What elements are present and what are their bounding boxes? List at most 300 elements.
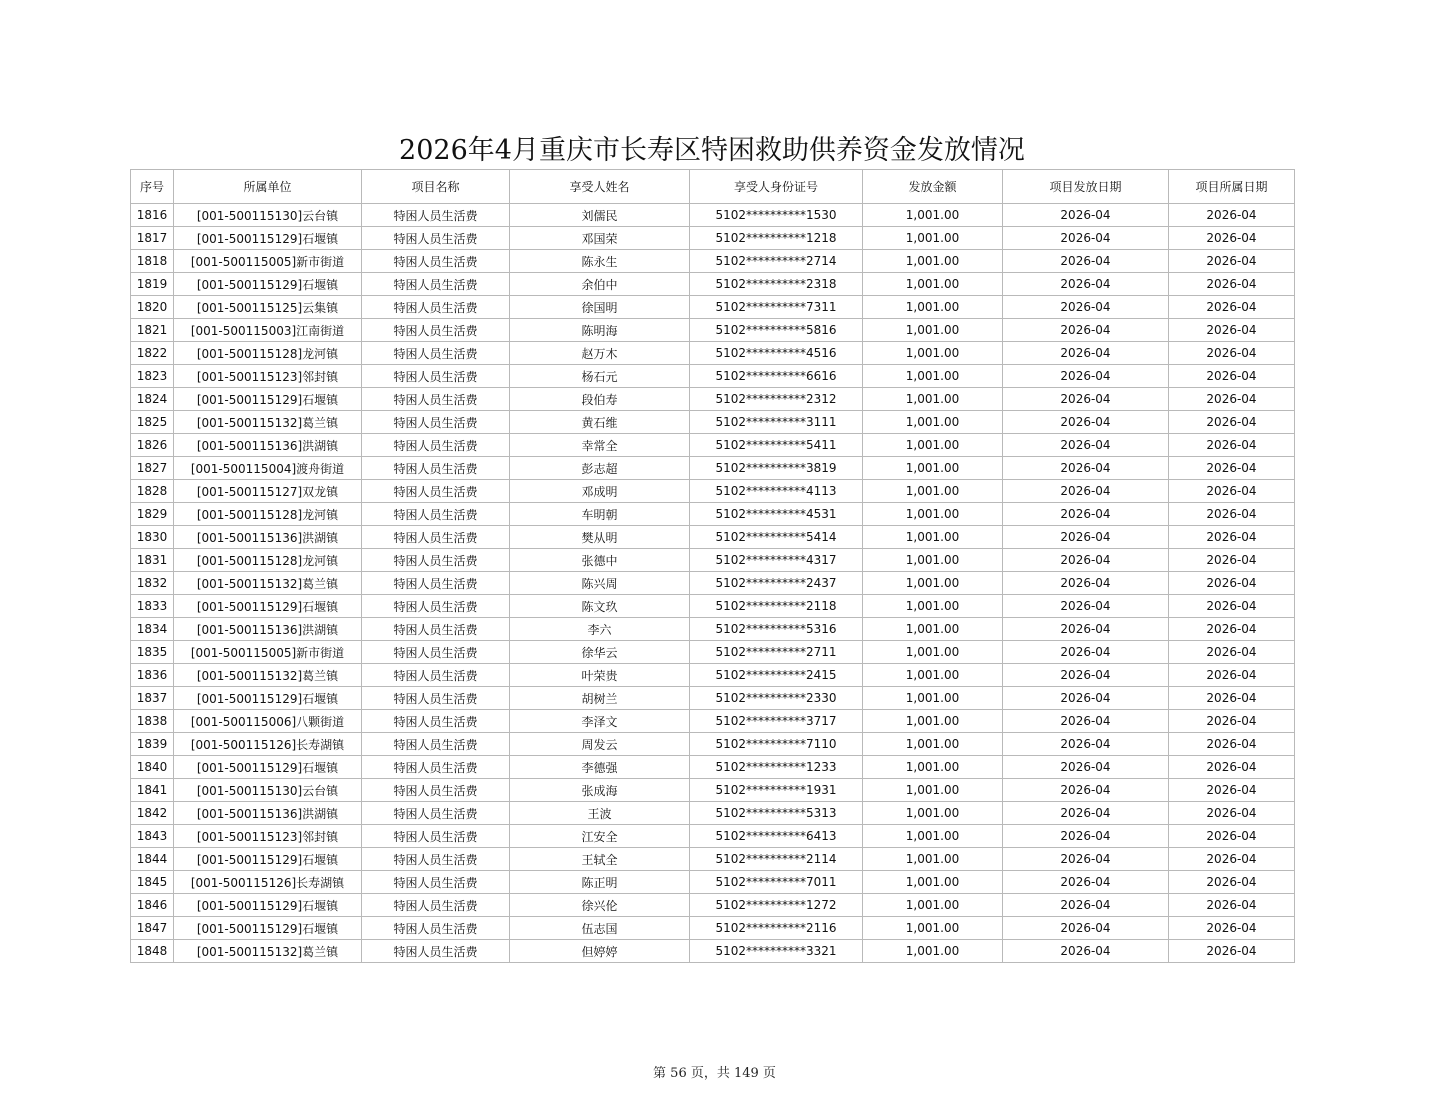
cell-period: 2026-04 — [1169, 802, 1295, 825]
cell-amount: 1,001.00 — [863, 273, 1003, 296]
cell-project: 特困人员生活费 — [362, 503, 510, 526]
cell-amount: 1,001.00 — [863, 940, 1003, 963]
cell-project: 特困人员生活费 — [362, 917, 510, 940]
cell-index: 1823 — [131, 365, 174, 388]
cell-id-number: 5102**********5414 — [690, 526, 863, 549]
cell-unit: [001-500115130]云台镇 — [174, 204, 362, 227]
cell-index: 1821 — [131, 319, 174, 342]
cell-amount: 1,001.00 — [863, 388, 1003, 411]
cell-unit: [001-500115136]洪湖镇 — [174, 434, 362, 457]
cell-unit: [001-500115129]石堰镇 — [174, 595, 362, 618]
table-row — [131, 549, 1295, 572]
cell-issue-date: 2026-04 — [1003, 687, 1169, 710]
col-header-issue-date: 项目发放日期 — [1003, 170, 1169, 204]
cell-index: 1816 — [131, 204, 174, 227]
cell-index: 1837 — [131, 687, 174, 710]
cell-issue-date: 2026-04 — [1003, 825, 1169, 848]
table-row — [131, 733, 1295, 756]
cell-issue-date: 2026-04 — [1003, 549, 1169, 572]
cell-id-number: 5102**********5411 — [690, 434, 863, 457]
cell-project: 特困人员生活费 — [362, 894, 510, 917]
cell-amount: 1,001.00 — [863, 572, 1003, 595]
cell-index: 1830 — [131, 526, 174, 549]
cell-issue-date: 2026-04 — [1003, 388, 1169, 411]
cell-unit: [001-500115003]江南街道 — [174, 319, 362, 342]
cell-project: 特困人员生活费 — [362, 779, 510, 802]
table-row — [131, 503, 1295, 526]
cell-name: 段伯寿 — [510, 388, 690, 411]
page-title: 2026年4月重庆市长寿区特困救助供养资金发放情况 — [399, 135, 1025, 166]
cell-name: 杨石元 — [510, 365, 690, 388]
cell-unit: [001-500115136]洪湖镇 — [174, 618, 362, 641]
cell-unit: [001-500115126]长寿湖镇 — [174, 871, 362, 894]
table-row — [131, 848, 1295, 871]
cell-project: 特困人员生活费 — [362, 227, 510, 250]
cell-name: 陈正明 — [510, 871, 690, 894]
cell-name: 陈文玖 — [510, 595, 690, 618]
cell-index: 1819 — [131, 273, 174, 296]
table-row — [131, 641, 1295, 664]
cell-unit: [001-500115123]邻封镇 — [174, 365, 362, 388]
cell-issue-date: 2026-04 — [1003, 503, 1169, 526]
cell-index: 1817 — [131, 227, 174, 250]
col-header-unit: 所属单位 — [174, 170, 362, 204]
table-row — [131, 756, 1295, 779]
cell-issue-date: 2026-04 — [1003, 526, 1169, 549]
cell-amount: 1,001.00 — [863, 595, 1003, 618]
cell-project: 特困人员生活费 — [362, 319, 510, 342]
cell-project: 特困人员生活费 — [362, 342, 510, 365]
cell-name: 樊从明 — [510, 526, 690, 549]
cell-index: 1848 — [131, 940, 174, 963]
cell-index: 1844 — [131, 848, 174, 871]
cell-id-number: 5102**********4113 — [690, 480, 863, 503]
cell-name: 徐国明 — [510, 296, 690, 319]
cell-unit: [001-500115128]龙河镇 — [174, 342, 362, 365]
cell-period: 2026-04 — [1169, 342, 1295, 365]
table-row — [131, 434, 1295, 457]
cell-issue-date: 2026-04 — [1003, 664, 1169, 687]
cell-name: 徐兴伦 — [510, 894, 690, 917]
cell-amount: 1,001.00 — [863, 917, 1003, 940]
cell-amount: 1,001.00 — [863, 710, 1003, 733]
cell-amount: 1,001.00 — [863, 227, 1003, 250]
cell-name: 伍志国 — [510, 917, 690, 940]
cell-project: 特困人员生活费 — [362, 618, 510, 641]
cell-amount: 1,001.00 — [863, 526, 1003, 549]
cell-issue-date: 2026-04 — [1003, 871, 1169, 894]
table-row — [131, 595, 1295, 618]
cell-name: 王轼全 — [510, 848, 690, 871]
cell-unit: [001-500115128]龙河镇 — [174, 503, 362, 526]
cell-id-number: 5102**********6413 — [690, 825, 863, 848]
cell-project: 特困人员生活费 — [362, 273, 510, 296]
cell-project: 特困人员生活费 — [362, 388, 510, 411]
table-row — [131, 825, 1295, 848]
table-row — [131, 940, 1295, 963]
cell-period: 2026-04 — [1169, 687, 1295, 710]
table-row — [131, 204, 1295, 227]
cell-index: 1828 — [131, 480, 174, 503]
table-row — [131, 572, 1295, 595]
col-header-id-number: 享受人身份证号 — [690, 170, 863, 204]
cell-index: 1820 — [131, 296, 174, 319]
cell-period: 2026-04 — [1169, 296, 1295, 319]
cell-issue-date: 2026-04 — [1003, 319, 1169, 342]
cell-project: 特困人员生活费 — [362, 756, 510, 779]
cell-issue-date: 2026-04 — [1003, 710, 1169, 733]
cell-project: 特困人员生活费 — [362, 480, 510, 503]
cell-amount: 1,001.00 — [863, 825, 1003, 848]
cell-unit: [001-500115136]洪湖镇 — [174, 802, 362, 825]
cell-period: 2026-04 — [1169, 273, 1295, 296]
cell-index: 1843 — [131, 825, 174, 848]
cell-amount: 1,001.00 — [863, 296, 1003, 319]
cell-name: 李六 — [510, 618, 690, 641]
cell-amount: 1,001.00 — [863, 664, 1003, 687]
cell-unit: [001-500115129]石堰镇 — [174, 848, 362, 871]
cell-unit: [001-500115006]八颗街道 — [174, 710, 362, 733]
cell-index: 1842 — [131, 802, 174, 825]
cell-period: 2026-04 — [1169, 894, 1295, 917]
cell-project: 特困人员生活费 — [362, 411, 510, 434]
cell-name: 江安全 — [510, 825, 690, 848]
cell-unit: [001-500115132]葛兰镇 — [174, 572, 362, 595]
table-row — [131, 618, 1295, 641]
cell-period: 2026-04 — [1169, 319, 1295, 342]
cell-amount: 1,001.00 — [863, 848, 1003, 871]
col-header-period: 项目所属日期 — [1169, 170, 1295, 204]
cell-period: 2026-04 — [1169, 227, 1295, 250]
cell-amount: 1,001.00 — [863, 756, 1003, 779]
cell-index: 1829 — [131, 503, 174, 526]
table-row — [131, 273, 1295, 296]
table-row — [131, 480, 1295, 503]
cell-project: 特困人员生活费 — [362, 434, 510, 457]
cell-name: 张德中 — [510, 549, 690, 572]
table-row — [131, 411, 1295, 434]
cell-project: 特困人员生活费 — [362, 687, 510, 710]
cell-project: 特困人员生活费 — [362, 365, 510, 388]
cell-issue-date: 2026-04 — [1003, 733, 1169, 756]
table-row — [131, 802, 1295, 825]
cell-amount: 1,001.00 — [863, 641, 1003, 664]
cell-period: 2026-04 — [1169, 365, 1295, 388]
cell-project: 特困人员生活费 — [362, 733, 510, 756]
col-header-index: 序号 — [131, 170, 174, 204]
cell-name: 但婷婷 — [510, 940, 690, 963]
cell-unit: [001-500115129]石堰镇 — [174, 894, 362, 917]
cell-index: 1824 — [131, 388, 174, 411]
cell-id-number: 5102**********3717 — [690, 710, 863, 733]
cell-unit: [001-500115132]葛兰镇 — [174, 411, 362, 434]
cell-project: 特困人员生活费 — [362, 457, 510, 480]
cell-amount: 1,001.00 — [863, 434, 1003, 457]
cell-unit: [001-500115129]石堰镇 — [174, 273, 362, 296]
cell-project: 特困人员生活费 — [362, 296, 510, 319]
cell-id-number: 5102**********3819 — [690, 457, 863, 480]
table-row — [131, 227, 1295, 250]
cell-id-number: 5102**********4516 — [690, 342, 863, 365]
cell-name: 邓国荣 — [510, 227, 690, 250]
cell-project: 特困人员生活费 — [362, 802, 510, 825]
cell-project: 特困人员生活费 — [362, 572, 510, 595]
cell-issue-date: 2026-04 — [1003, 411, 1169, 434]
cell-name: 陈兴周 — [510, 572, 690, 595]
cell-id-number: 5102**********4531 — [690, 503, 863, 526]
page-footer: 第 56 页，共 149 页 — [653, 1066, 776, 1081]
cell-period: 2026-04 — [1169, 595, 1295, 618]
cell-unit: [001-500115005]新市街道 — [174, 250, 362, 273]
cell-unit: [001-500115136]洪湖镇 — [174, 526, 362, 549]
table-row — [131, 526, 1295, 549]
cell-name: 陈永生 — [510, 250, 690, 273]
cell-name: 王波 — [510, 802, 690, 825]
cell-index: 1822 — [131, 342, 174, 365]
cell-unit: [001-500115129]石堰镇 — [174, 227, 362, 250]
cell-unit: [001-500115005]新市街道 — [174, 641, 362, 664]
cell-amount: 1,001.00 — [863, 549, 1003, 572]
cell-amount: 1,001.00 — [863, 503, 1003, 526]
cell-project: 特困人员生活费 — [362, 848, 510, 871]
table-row — [131, 779, 1295, 802]
cell-issue-date: 2026-04 — [1003, 365, 1169, 388]
cell-project: 特困人员生活费 — [362, 250, 510, 273]
cell-unit: [001-500115132]葛兰镇 — [174, 664, 362, 687]
cell-id-number: 5102**********3111 — [690, 411, 863, 434]
cell-amount: 1,001.00 — [863, 618, 1003, 641]
cell-id-number: 5102**********1272 — [690, 894, 863, 917]
cell-name: 车明朝 — [510, 503, 690, 526]
cell-period: 2026-04 — [1169, 434, 1295, 457]
cell-id-number: 5102**********5313 — [690, 802, 863, 825]
cell-project: 特困人员生活费 — [362, 549, 510, 572]
cell-issue-date: 2026-04 — [1003, 848, 1169, 871]
cell-period: 2026-04 — [1169, 480, 1295, 503]
cell-id-number: 5102**********7110 — [690, 733, 863, 756]
cell-index: 1833 — [131, 595, 174, 618]
cell-unit: [001-500115128]龙河镇 — [174, 549, 362, 572]
cell-name: 张成海 — [510, 779, 690, 802]
cell-name: 黄石维 — [510, 411, 690, 434]
cell-amount: 1,001.00 — [863, 779, 1003, 802]
cell-period: 2026-04 — [1169, 457, 1295, 480]
cell-amount: 1,001.00 — [863, 250, 1003, 273]
cell-index: 1831 — [131, 549, 174, 572]
cell-amount: 1,001.00 — [863, 365, 1003, 388]
cell-period: 2026-04 — [1169, 940, 1295, 963]
cell-name: 余伯中 — [510, 273, 690, 296]
cell-id-number: 5102**********1931 — [690, 779, 863, 802]
cell-id-number: 5102**********1218 — [690, 227, 863, 250]
cell-issue-date: 2026-04 — [1003, 595, 1169, 618]
cell-amount: 1,001.00 — [863, 687, 1003, 710]
cell-period: 2026-04 — [1169, 549, 1295, 572]
cell-id-number: 5102**********2711 — [690, 641, 863, 664]
cell-id-number: 5102**********1233 — [690, 756, 863, 779]
cell-id-number: 5102**********2330 — [690, 687, 863, 710]
cell-period: 2026-04 — [1169, 664, 1295, 687]
cell-period: 2026-04 — [1169, 710, 1295, 733]
cell-unit: [001-500115126]长寿湖镇 — [174, 733, 362, 756]
cell-id-number: 5102**********2312 — [690, 388, 863, 411]
cell-amount: 1,001.00 — [863, 411, 1003, 434]
cell-index: 1847 — [131, 917, 174, 940]
cell-project: 特困人员生活费 — [362, 641, 510, 664]
cell-amount: 1,001.00 — [863, 871, 1003, 894]
cell-id-number: 5102**********2415 — [690, 664, 863, 687]
cell-issue-date: 2026-04 — [1003, 227, 1169, 250]
cell-name: 赵万木 — [510, 342, 690, 365]
cell-amount: 1,001.00 — [863, 319, 1003, 342]
cell-name: 幸常全 — [510, 434, 690, 457]
cell-project: 特困人员生活费 — [362, 825, 510, 848]
cell-index: 1838 — [131, 710, 174, 733]
cell-period: 2026-04 — [1169, 779, 1295, 802]
cell-issue-date: 2026-04 — [1003, 572, 1169, 595]
cell-issue-date: 2026-04 — [1003, 434, 1169, 457]
table-row — [131, 917, 1295, 940]
cell-amount: 1,001.00 — [863, 342, 1003, 365]
cell-issue-date: 2026-04 — [1003, 940, 1169, 963]
table-row — [131, 296, 1295, 319]
cell-id-number: 5102**********2116 — [690, 917, 863, 940]
cell-amount: 1,001.00 — [863, 894, 1003, 917]
cell-period: 2026-04 — [1169, 503, 1295, 526]
cell-name: 徐华云 — [510, 641, 690, 664]
cell-issue-date: 2026-04 — [1003, 641, 1169, 664]
cell-period: 2026-04 — [1169, 572, 1295, 595]
cell-name: 刘儒民 — [510, 204, 690, 227]
cell-name: 彭志超 — [510, 457, 690, 480]
cell-issue-date: 2026-04 — [1003, 779, 1169, 802]
cell-period: 2026-04 — [1169, 825, 1295, 848]
cell-project: 特困人员生活费 — [362, 595, 510, 618]
col-header-name: 享受人姓名 — [510, 170, 690, 204]
table-row — [131, 871, 1295, 894]
cell-id-number: 5102**********5816 — [690, 319, 863, 342]
table-row — [131, 388, 1295, 411]
cell-issue-date: 2026-04 — [1003, 894, 1169, 917]
cell-issue-date: 2026-04 — [1003, 756, 1169, 779]
cell-unit: [001-500115125]云集镇 — [174, 296, 362, 319]
cell-unit: [001-500115129]石堰镇 — [174, 917, 362, 940]
table-row — [131, 894, 1295, 917]
col-header-project: 项目名称 — [362, 170, 510, 204]
cell-period: 2026-04 — [1169, 204, 1295, 227]
cell-issue-date: 2026-04 — [1003, 618, 1169, 641]
cell-index: 1832 — [131, 572, 174, 595]
cell-name: 叶荣贵 — [510, 664, 690, 687]
cell-unit: [001-500115123]邻封镇 — [174, 825, 362, 848]
cell-project: 特困人员生活费 — [362, 526, 510, 549]
cell-id-number: 5102**********4317 — [690, 549, 863, 572]
table-row — [131, 365, 1295, 388]
cell-name: 李德强 — [510, 756, 690, 779]
cell-project: 特困人员生活费 — [362, 664, 510, 687]
col-header-amount: 发放金额 — [863, 170, 1003, 204]
cell-amount: 1,001.00 — [863, 733, 1003, 756]
cell-issue-date: 2026-04 — [1003, 250, 1169, 273]
cell-index: 1840 — [131, 756, 174, 779]
cell-index: 1825 — [131, 411, 174, 434]
cell-amount: 1,001.00 — [863, 480, 1003, 503]
cell-name: 周发云 — [510, 733, 690, 756]
cell-id-number: 5102**********2437 — [690, 572, 863, 595]
cell-id-number: 5102**********2118 — [690, 595, 863, 618]
cell-period: 2026-04 — [1169, 733, 1295, 756]
cell-period: 2026-04 — [1169, 388, 1295, 411]
cell-project: 特困人员生活费 — [362, 871, 510, 894]
table-row — [131, 319, 1295, 342]
table-row — [131, 710, 1295, 733]
cell-period: 2026-04 — [1169, 641, 1295, 664]
cell-id-number: 5102**********5316 — [690, 618, 863, 641]
cell-index: 1826 — [131, 434, 174, 457]
cell-period: 2026-04 — [1169, 411, 1295, 434]
data-table — [130, 169, 1295, 963]
cell-unit: [001-500115129]石堰镇 — [174, 687, 362, 710]
cell-issue-date: 2026-04 — [1003, 457, 1169, 480]
cell-name: 陈明海 — [510, 319, 690, 342]
cell-period: 2026-04 — [1169, 526, 1295, 549]
table-row — [131, 342, 1295, 365]
cell-index: 1841 — [131, 779, 174, 802]
cell-issue-date: 2026-04 — [1003, 917, 1169, 940]
cell-index: 1835 — [131, 641, 174, 664]
cell-amount: 1,001.00 — [863, 457, 1003, 480]
cell-period: 2026-04 — [1169, 756, 1295, 779]
cell-issue-date: 2026-04 — [1003, 480, 1169, 503]
cell-project: 特困人员生活费 — [362, 204, 510, 227]
cell-amount: 1,001.00 — [863, 204, 1003, 227]
cell-issue-date: 2026-04 — [1003, 296, 1169, 319]
cell-index: 1834 — [131, 618, 174, 641]
cell-issue-date: 2026-04 — [1003, 342, 1169, 365]
cell-unit: [001-500115129]石堰镇 — [174, 388, 362, 411]
cell-amount: 1,001.00 — [863, 802, 1003, 825]
cell-project: 特困人员生活费 — [362, 940, 510, 963]
cell-period: 2026-04 — [1169, 618, 1295, 641]
cell-id-number: 5102**********7311 — [690, 296, 863, 319]
cell-index: 1836 — [131, 664, 174, 687]
cell-issue-date: 2026-04 — [1003, 802, 1169, 825]
cell-index: 1839 — [131, 733, 174, 756]
cell-id-number: 5102**********2114 — [690, 848, 863, 871]
cell-unit: [001-500115004]渡舟街道 — [174, 457, 362, 480]
table-header-row — [131, 170, 1295, 204]
cell-id-number: 5102**********6616 — [690, 365, 863, 388]
cell-id-number: 5102**********2714 — [690, 250, 863, 273]
cell-unit: [001-500115127]双龙镇 — [174, 480, 362, 503]
cell-period: 2026-04 — [1169, 871, 1295, 894]
table-row — [131, 687, 1295, 710]
cell-project: 特困人员生活费 — [362, 710, 510, 733]
cell-period: 2026-04 — [1169, 848, 1295, 871]
cell-issue-date: 2026-04 — [1003, 273, 1169, 296]
cell-period: 2026-04 — [1169, 250, 1295, 273]
cell-index: 1846 — [131, 894, 174, 917]
cell-id-number: 5102**********3321 — [690, 940, 863, 963]
cell-name: 胡树兰 — [510, 687, 690, 710]
cell-unit: [001-500115129]石堰镇 — [174, 756, 362, 779]
cell-period: 2026-04 — [1169, 917, 1295, 940]
table-body — [131, 204, 1295, 963]
cell-index: 1827 — [131, 457, 174, 480]
cell-name: 李泽文 — [510, 710, 690, 733]
cell-id-number: 5102**********1530 — [690, 204, 863, 227]
cell-id-number: 5102**********7011 — [690, 871, 863, 894]
